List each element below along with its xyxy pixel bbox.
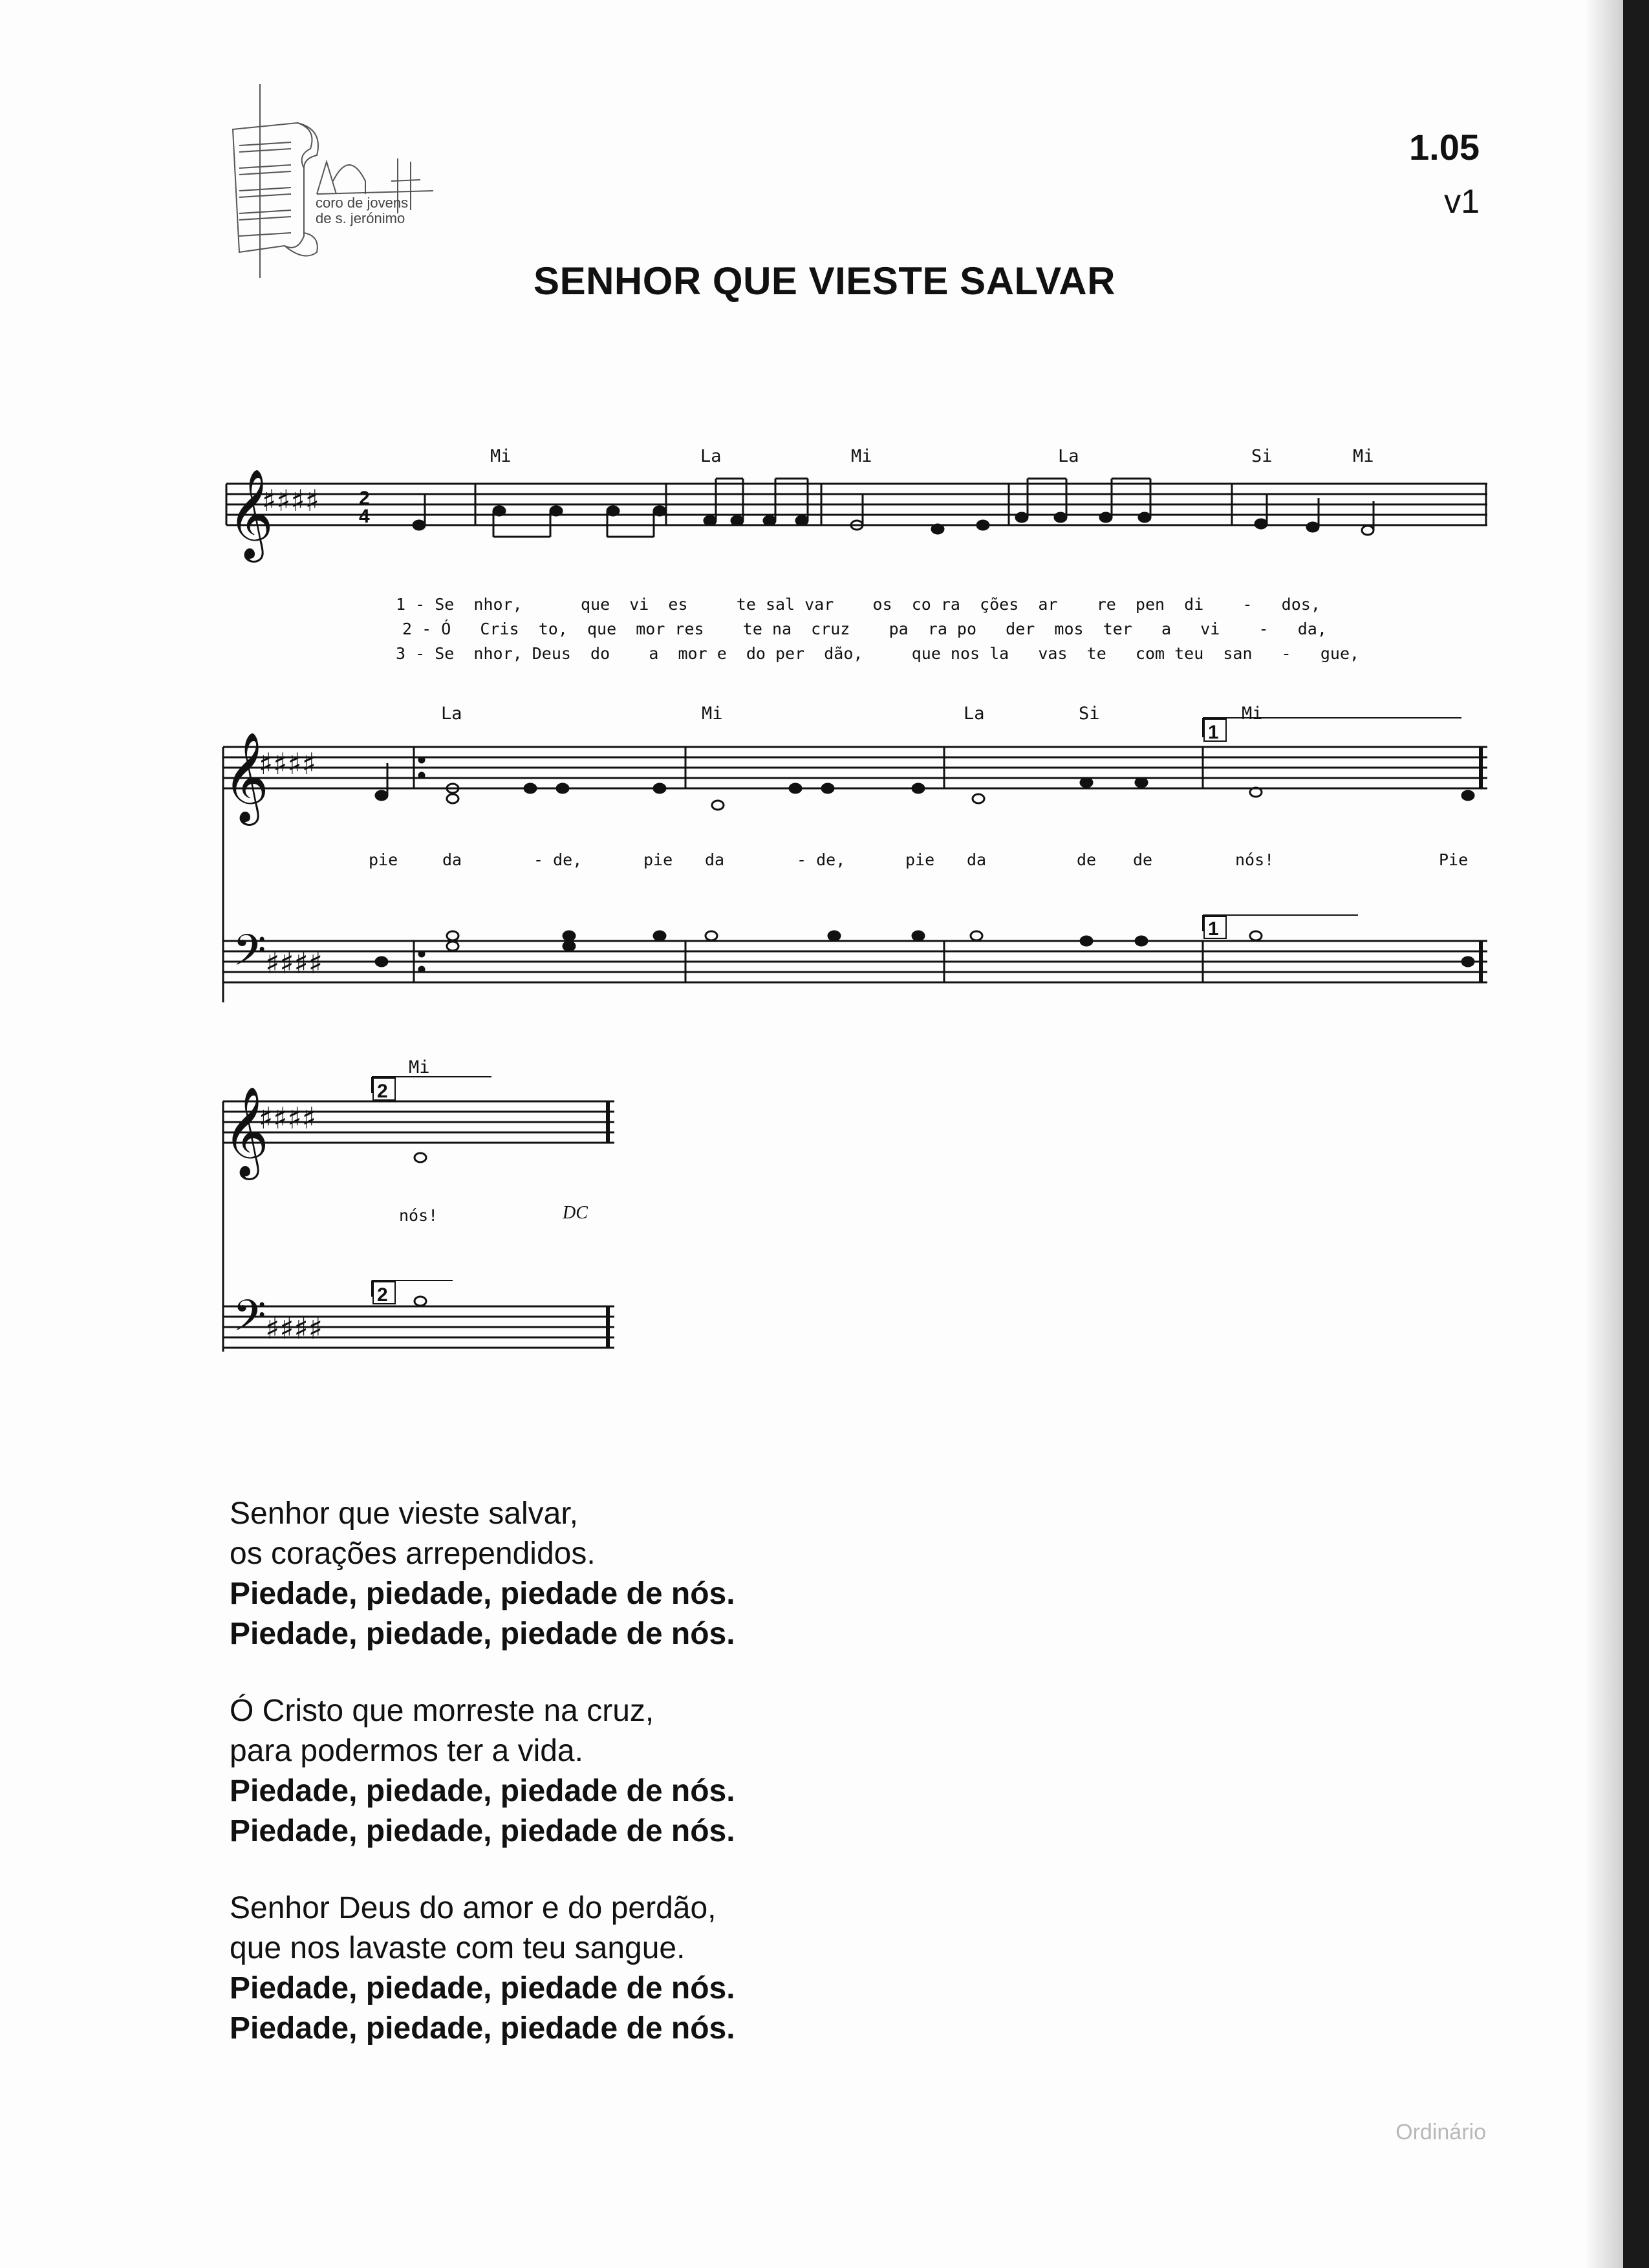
- svg-text:4: 4: [359, 506, 370, 527]
- chord-symbol: La: [700, 446, 722, 466]
- lyric-line-verse-1: 1 - Se nhor, que vi es te sal var os co ra ções ar re pen di - dos,: [396, 595, 1320, 614]
- treble-clef-icon: 𝄞: [223, 732, 269, 822]
- svg-text:♯♯♯♯: ♯♯♯♯: [259, 746, 317, 781]
- ending-2-label: 2: [377, 1081, 388, 1102]
- refrain-line: Piedade, piedade, piedade de nós.: [230, 1577, 735, 1611]
- verse-line: Senhor que vieste salvar,: [230, 1496, 578, 1531]
- chord-symbol: La: [964, 704, 985, 724]
- lyric-line-verse-3: 3 - Se nhor, Deus do a mor e do per dão, que nos la vas te com teu san - gue,: [396, 644, 1360, 663]
- verse-line: que nos lavaste com teu sangue.: [230, 1931, 685, 1965]
- ending-2-label-bass: 2: [377, 1284, 388, 1306]
- song-number: 1.05: [1409, 127, 1480, 167]
- bass-clef-icon: 𝄢: [233, 925, 266, 986]
- refrain-line: Piedade, piedade, piedade de nós.: [230, 1971, 735, 2005]
- song-version: v1: [1444, 183, 1480, 221]
- lyric-syllable: de: [1077, 850, 1097, 869]
- chord-symbol: Si: [1079, 704, 1100, 724]
- refrain-line: Piedade, piedade, piedade de nós.: [230, 2011, 735, 2046]
- chord-symbol: Mi: [409, 1057, 430, 1077]
- treble-clef-icon: 𝄞: [223, 1086, 269, 1176]
- lyric-syllable: pie: [643, 850, 673, 869]
- staff-2-treble: [223, 718, 1487, 1002]
- verse-1: [230, 1494, 735, 1654]
- ending-1-label-bass: 1: [1208, 918, 1219, 940]
- lyric-syllable: - de,: [797, 850, 846, 869]
- ending-1-label: 1: [1208, 722, 1219, 743]
- lyric-line-verse-2: 2 - Ó Cris to, que mor res te na cruz pa ra po der mos ter a vi - da,: [402, 620, 1327, 638]
- chord-symbol: Mi: [1353, 446, 1374, 466]
- svg-text:♯♯♯♯: ♯♯♯♯: [262, 483, 320, 518]
- logo-text-line2: de s. jerónimo: [316, 210, 405, 226]
- svg-text:♯♯♯♯: ♯♯♯♯: [265, 1311, 323, 1346]
- lyric-syllable: da: [967, 850, 987, 869]
- verse-3: [230, 1888, 735, 2049]
- treble-clef-icon: 𝄞: [228, 469, 274, 559]
- staff-2-bass: [223, 915, 1487, 986]
- lyric-syllable: - de,: [534, 850, 583, 869]
- chord-symbol: Mi: [702, 704, 723, 724]
- lyric-syllable: da: [442, 850, 462, 869]
- verse-line: para podermos ter a vida.: [230, 1734, 583, 1768]
- lyric-syllable: de: [1133, 850, 1153, 869]
- logo-text-line1: coro de jovens: [316, 195, 409, 211]
- verse-line: Senhor Deus do amor e do perdão,: [230, 1891, 717, 1925]
- chord-symbol: Mi: [851, 446, 872, 466]
- da-capo-marking: DC: [563, 1203, 588, 1223]
- refrain-line: Piedade, piedade, piedade de nós.: [230, 1617, 735, 1651]
- lyric-syllable: nós!: [399, 1206, 438, 1225]
- svg-text:♯♯♯♯: ♯♯♯♯: [265, 945, 323, 980]
- lyric-syllable: pie: [905, 850, 935, 869]
- bass-clef-icon: 𝄢: [233, 1291, 266, 1351]
- lyric-syllable: Pie: [1439, 850, 1469, 869]
- staff-3-bass: [223, 1280, 614, 1351]
- verse-2: [230, 1691, 735, 1852]
- lyric-syllable: da: [705, 850, 725, 869]
- chord-symbol: La: [441, 704, 462, 724]
- verse-line: Ó Cristo que morreste na cruz,: [230, 1694, 654, 1728]
- chord-symbol: Mi: [1242, 704, 1263, 724]
- refrain-line: Piedade, piedade, piedade de nós.: [230, 1814, 735, 1848]
- svg-text:2: 2: [359, 488, 370, 509]
- lyric-syllable: pie: [369, 850, 398, 869]
- chord-symbol: Mi: [490, 446, 512, 466]
- section-footer: Ordinário: [1396, 2120, 1486, 2144]
- svg-text:♯♯♯♯: ♯♯♯♯: [259, 1101, 317, 1136]
- chord-symbol: La: [1058, 446, 1079, 466]
- staff-1: [226, 469, 1487, 563]
- page-title: SENHOR QUE VIESTE SALVAR: [534, 259, 1116, 303]
- chord-symbol: Si: [1251, 446, 1273, 466]
- lyric-syllable: nós!: [1235, 850, 1275, 869]
- verse-line: os corações arrependidos.: [230, 1537, 596, 1571]
- refrain-line: Piedade, piedade, piedade de nós.: [230, 1774, 735, 1808]
